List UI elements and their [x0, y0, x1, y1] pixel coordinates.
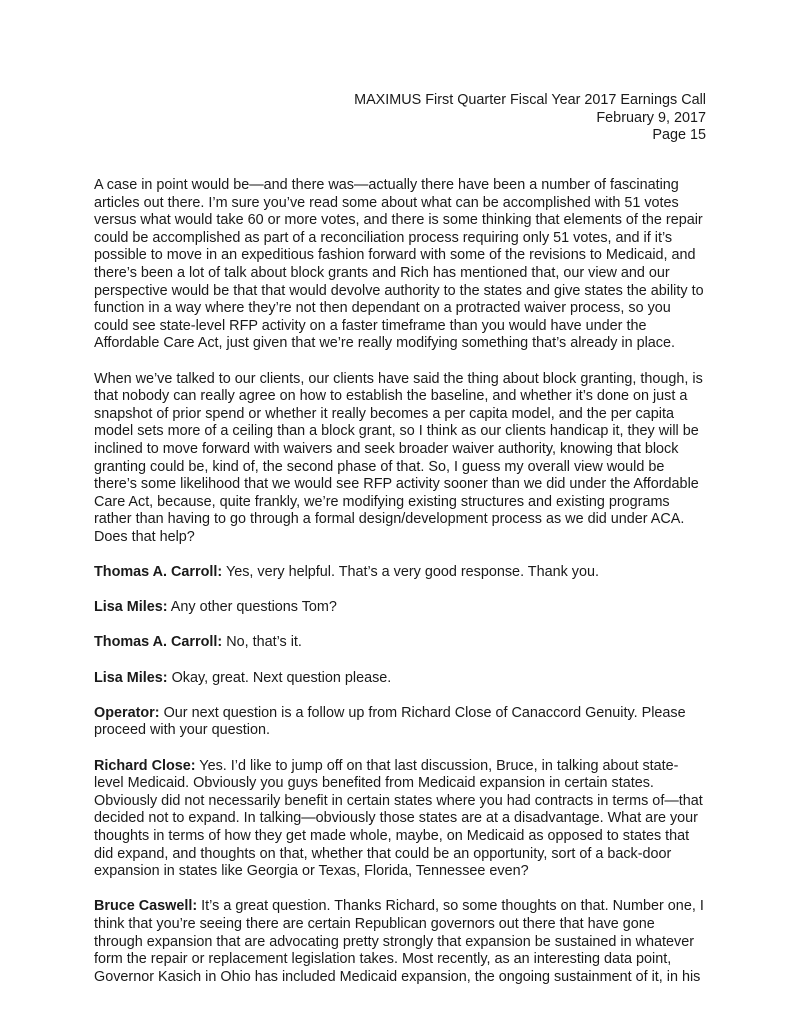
- text-line: [94, 599, 716, 617]
- text-line: [94, 230, 716, 248]
- text-line: [94, 335, 716, 353]
- text-line: [94, 564, 716, 582]
- text-line: [94, 423, 716, 441]
- line-text: decided not to expand. In talking—obviously those states are at a disadvantage. What are your: [94, 810, 698, 827]
- transcript-turn: [94, 898, 716, 986]
- line-text: function in a way where they’re not then dependant on a protracted waiver process, so you: [94, 300, 671, 317]
- line-text: that nobody can really agree on how to establish the baseline, and whether it’s done on just a: [94, 388, 688, 405]
- page-header: [354, 92, 706, 145]
- speaker-name: Thomas A. Carroll:: [94, 634, 223, 651]
- line-text: When we’ve talked to our clients, our clients have said the thing about block granting, though, is: [94, 370, 703, 387]
- text-line: [94, 300, 716, 318]
- line-text: there’s been a lot of talk about block grants and Rich has mentioned that, our view and our: [94, 264, 670, 281]
- transcript-paragraph: [94, 177, 716, 353]
- text-line: [94, 634, 716, 652]
- line-text: rather than having to go through a formal design/development process as we did under ACA.: [94, 511, 685, 528]
- transcript-body: [94, 177, 716, 1004]
- line-text: could see state-level RFP activity on a faster timeframe than you would have under the: [94, 317, 647, 334]
- text-line: [94, 318, 716, 336]
- text-line: [94, 388, 716, 406]
- line-text: granting could be, kind of, the second phase of that. So, I guess my overall view would be: [94, 458, 665, 475]
- line-text: Care Act, because, quite frankly, we’re modifying existing structures and existing programs: [94, 493, 670, 510]
- text-line: [94, 705, 716, 723]
- text-line: [94, 371, 716, 389]
- text-line: [94, 758, 716, 776]
- speaker-name: Lisa Miles:: [94, 599, 168, 616]
- text-line: [94, 212, 716, 230]
- line-text: level Medicaid. Obviously you guys benefited from Medicaid expansion in certain states.: [94, 775, 654, 792]
- text-line: [94, 177, 716, 195]
- text-line: [94, 494, 716, 512]
- text-line: [94, 969, 716, 987]
- text-line: [94, 722, 716, 740]
- line-text: did expand, and thoughts on that, whether that could be an opportunity, sort of a back-door: [94, 845, 672, 862]
- text-line: [94, 247, 716, 265]
- transcript-turn: [94, 705, 716, 740]
- line-text: there’s some likelihood that we would see RFP activity sooner than we did under the Affordable: [94, 476, 699, 493]
- text-line: [94, 476, 716, 494]
- text-line: [94, 529, 716, 547]
- line-text: proceed with your question.: [94, 722, 270, 739]
- line-text: through expansion that are advocating pretty strongly that expansion be sustained in whatever: [94, 933, 694, 950]
- text-line: [94, 916, 716, 934]
- text-line: [94, 511, 716, 529]
- transcript-turn: [94, 599, 716, 617]
- text-line: [94, 441, 716, 459]
- text-line: [94, 265, 716, 283]
- line-text: possible to move in an expeditious fashion forward with some of the revisions to Medicaid, and: [94, 247, 696, 264]
- speaker-name: Richard Close:: [94, 757, 196, 774]
- text-line: [94, 898, 716, 916]
- line-text: form the repair or replacement legislation takes. Most recently, as an interesting data point,: [94, 951, 672, 968]
- text-line: [94, 810, 716, 828]
- speaker-name: Thomas A. Carroll:: [94, 564, 223, 581]
- line-text: model sets more of a ceiling than a block grant, so I think as our clients handicap it, they will be: [94, 423, 699, 440]
- line-text: No, that’s it.: [222, 634, 302, 651]
- line-text: expansion in states like Georgia or Texas, Florida, Tennessee even?: [94, 863, 529, 880]
- line-text: Affordable Care Act, just given that we’re really modifying something that’s already in place.: [94, 335, 676, 352]
- document-date: February 9, 2017: [596, 109, 706, 126]
- transcript-turn: [94, 564, 716, 582]
- line-text: thoughts in terms of how they get made whole, maybe, on Medicaid as opposed to states that: [94, 827, 690, 844]
- text-line: [94, 670, 716, 688]
- speaker-name: Bruce Caswell:: [94, 898, 198, 915]
- line-text: Any other questions Tom?: [167, 599, 337, 616]
- line-text: articles out there. I’m sure you’ve read some about what can be accomplished with 51 votes: [94, 194, 679, 211]
- line-text: A case in point would be—and there was—actually there have been a number of fascinating: [94, 177, 679, 193]
- text-line: [94, 846, 716, 864]
- text-line: [94, 406, 716, 424]
- line-text: Yes. I’d like to jump off on that last discussion, Bruce, in talking about state-: [195, 757, 679, 774]
- line-text: Okay, great. Next question please.: [167, 669, 392, 686]
- line-text: could be accomplished as part of a reconciliation process requiring only 51 votes, and if it’s: [94, 229, 673, 246]
- text-line: [94, 828, 716, 846]
- line-text: Our next question is a follow up from Richard Close of Canaccord Genuity. Please: [159, 704, 686, 721]
- text-line: [94, 863, 716, 881]
- line-text: Obviously did not necessarily benefit in certain states where you had contracts in terms of—that: [94, 792, 703, 809]
- text-line: [94, 793, 716, 811]
- text-line: [94, 934, 716, 952]
- line-text: perspective would be that that would devolve authority to the states and give states the ability to: [94, 282, 704, 299]
- transcript-turn: [94, 670, 716, 688]
- transcript-turn: [94, 758, 716, 881]
- text-line: [94, 459, 716, 477]
- line-text: snapshot of prior spend or whether it really becomes a per capita model, and the per capita: [94, 405, 674, 422]
- text-line: [94, 951, 716, 969]
- transcript-turn: [94, 634, 716, 652]
- document-title: MAXIMUS First Quarter Fiscal Year 2017 Earnings Call: [354, 92, 706, 108]
- text-line: [94, 775, 716, 793]
- page-number: Page 15: [652, 127, 706, 143]
- speaker-name: Lisa Miles:: [94, 669, 168, 686]
- line-text: think that you’re seeing there are certain Republican governors out there that have gone: [94, 915, 655, 932]
- line-text: Governor Kasich in Ohio has included Medicaid expansion, the ongoing sustainment of it, in his: [94, 968, 701, 985]
- transcript-paragraph: [94, 371, 716, 547]
- text-line: [94, 195, 716, 213]
- speaker-name: Operator:: [94, 704, 160, 721]
- line-text: It’s a great question. Thanks Richard, so some thoughts on that. Number one, I: [197, 898, 704, 915]
- text-line: [94, 283, 716, 301]
- line-text: Yes, very helpful. That’s a very good response. Thank you.: [222, 564, 599, 581]
- line-text: versus what would take 60 or more votes, and there is some thinking that elements of the repair: [94, 212, 703, 229]
- line-text: Does that help?: [94, 528, 195, 545]
- line-text: inclined to move forward with waivers and seek broader waiver authority, knowing that block: [94, 440, 679, 457]
